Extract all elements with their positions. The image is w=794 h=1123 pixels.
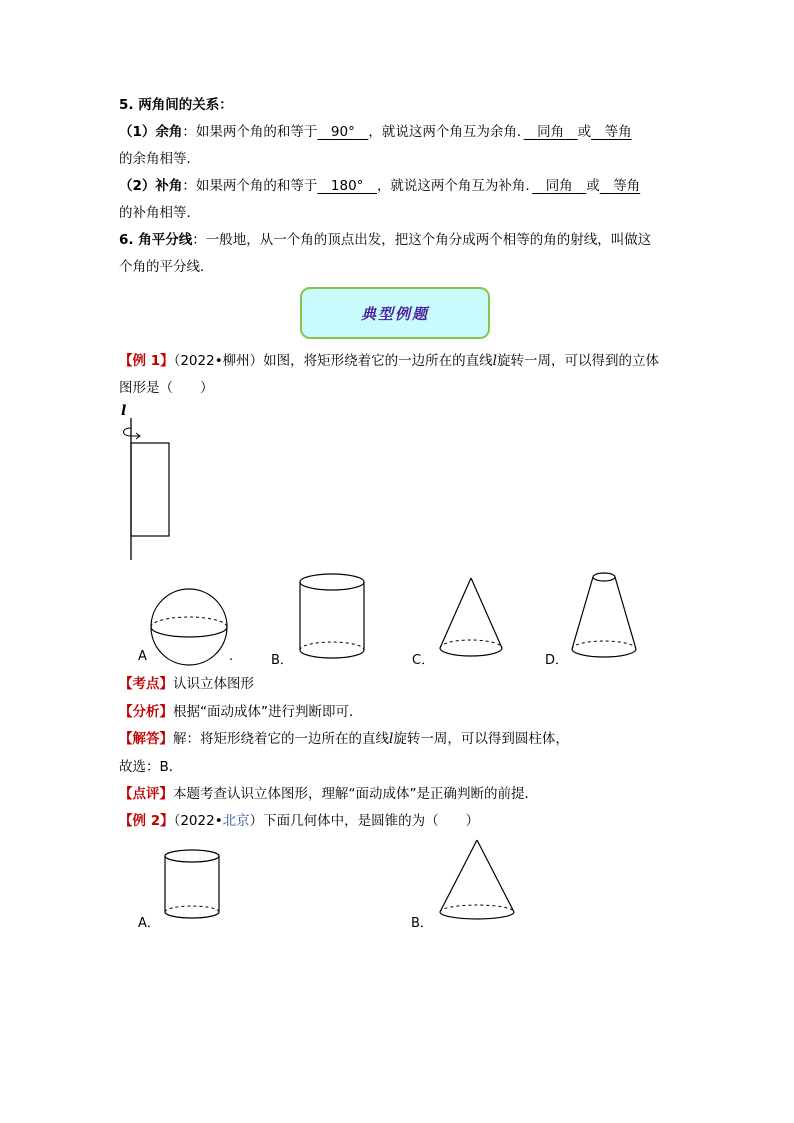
fenxi-line: 【分析】根据“面动成体”进行判断即可．	[119, 704, 363, 720]
example1-question-line1: 【例 1】（2022•柳州）如图，将矩形绕着它的一边所在的直线l旋转一周，可以得到的立体	[119, 353, 659, 369]
dianping-line: 【点评】本题考查认识立体图形，理解“面动成体”是正确判断的前提．	[119, 786, 538, 802]
example2-tag: 【例 2】	[119, 813, 174, 829]
example1-tag: 【例 1】	[119, 353, 174, 369]
section5-item2: （2）补角：如果两个角的和等于 180° ，就说这两个角互为补角． 同角 或 等角	[119, 178, 641, 194]
blank-180: 180°	[330, 178, 364, 194]
option-a-sphere	[148, 586, 230, 668]
item2-label: （2）补角	[119, 178, 183, 194]
option-b-letter: B．	[271, 653, 293, 668]
blank-90: 90°	[330, 124, 355, 140]
axis-label-l: l	[121, 403, 127, 419]
blank-equal-angle-2: 等角	[613, 178, 641, 194]
item1-label: （1）余角	[119, 124, 183, 140]
rectangle-shape	[131, 443, 169, 536]
example1-question-line2: 图形是（ ）	[119, 380, 214, 396]
rectangle-rotation-figure	[115, 418, 185, 563]
example2-option-a-letter: A．	[138, 916, 160, 931]
blank-equal-angle-1: 等角	[604, 124, 632, 140]
option-a-dot: .	[229, 649, 234, 664]
option-c-cone	[438, 576, 504, 662]
blank-same-angle-2: 同角	[545, 178, 573, 194]
section6-line1: 6. 角平分线：一般地，从一个角的顶点出发，把这个角分成两个相等的角的射线，叫做这	[119, 232, 652, 248]
example2-option-b-letter: B．	[411, 916, 433, 931]
example2-question: 【例 2】（2022•北京）下面几何体中，是圆锥的为（ ）	[119, 813, 480, 829]
section5-heading: 5. 两角间的关系：	[119, 97, 233, 113]
jieda-line: 【解答】解：将矩形绕着它的一边所在的直线l旋转一周，可以得到圆柱体，	[119, 731, 569, 747]
option-b-cylinder	[298, 572, 366, 664]
option-a-letter: A	[138, 649, 147, 664]
section5-item2-cont: 的补角相等．	[119, 205, 200, 221]
example2-option-b-cone	[438, 838, 516, 924]
blank-same-angle-1: 同角	[537, 124, 565, 140]
option-d-letter: D．	[545, 653, 569, 668]
guxuan-line: 故选：B．	[119, 759, 183, 775]
section5-item1: （1）余角：如果两个角的和等于 90° ，就说这两个角互为余角． 同角 或 等角	[119, 124, 632, 140]
option-c-letter: C．	[412, 653, 435, 668]
section6-line2: 个角的平分线．	[119, 259, 214, 275]
option-d-frustum	[570, 571, 638, 663]
typical-examples-banner: 典型例题	[300, 287, 490, 339]
section5-item1-cont: 的余角相等．	[119, 151, 200, 167]
example2-option-a-cylinder	[163, 848, 221, 924]
kaodian-line: 【考点】认识立体图形	[119, 676, 254, 692]
